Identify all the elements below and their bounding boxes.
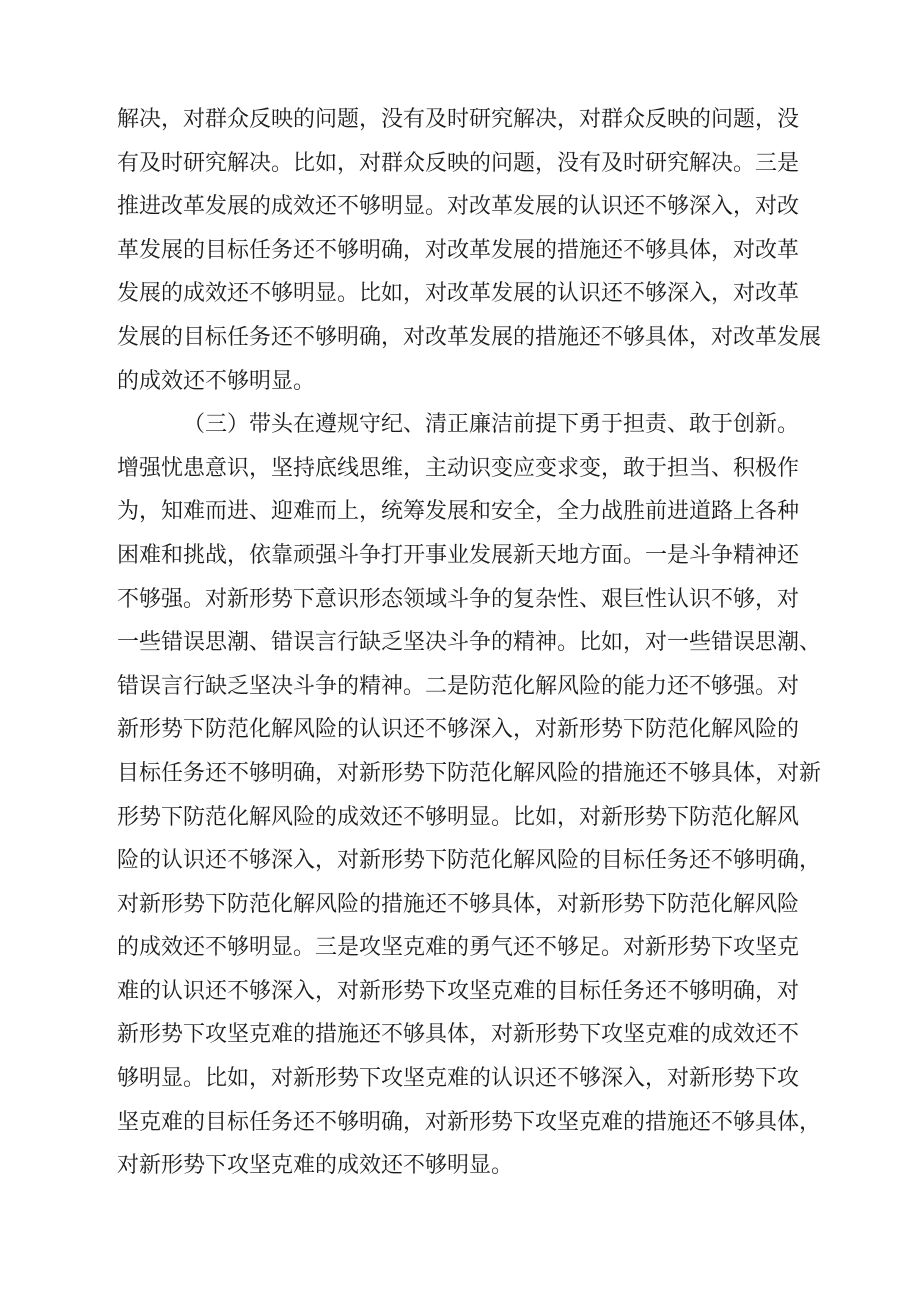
- text-line: 增强忧患意识，坚持底线思维，主动识变应变求变，敢于担当、积极作: [117, 455, 800, 481]
- body-text: [117, 98, 847, 1188]
- text-line: 发展的成效还不够明显。比如，对改革发展的认识还不够深入，对改革: [117, 281, 800, 307]
- text-line: 的成效还不够明显。: [117, 368, 316, 394]
- text-line: 的成效还不够明显。三是攻坚克难的勇气还不够足。对新形势下攻坚克: [117, 935, 800, 961]
- text-line: 新形势下防范化解风险的认识还不够深入，对新形势下防范化解风险的: [117, 717, 800, 743]
- text-line: 形势下防范化解风险的成效还不够明显。比如，对新形势下防范化解风: [117, 804, 800, 830]
- text-line: 目标任务还不够明确，对新形势下防范化解风险的措施还不够具体，对新: [117, 760, 822, 786]
- text-line: 新形势下攻坚克难的措施还不够具体，对新形势下攻坚克难的成效还不: [117, 1022, 800, 1048]
- text-line: 一些错误思潮、错误言行缺乏坚决斗争的精神。比如，对一些错误思潮、: [117, 630, 822, 656]
- text-line: 为，知难而进、迎难而上，统筹发展和安全，全力战胜前进道路上各种: [117, 499, 800, 525]
- text-line: 有及时研究解决。比如，对群众反映的问题，没有及时研究解决。三是: [117, 150, 800, 176]
- text-line: 错误言行缺乏坚决斗争的精神。二是防范化解风险的能力还不够强。对: [117, 673, 800, 699]
- section-heading: （三）带头在遵规守纪、清正廉洁前提下勇于担责、敢于创新。: [183, 412, 800, 438]
- text-line: 难的认识还不够深入，对新形势下攻坚克难的目标任务还不够明确，对: [117, 978, 800, 1004]
- text-line: 不够强。对新形势下意识形态领域斗争的复杂性、艰巨性认识不够，对: [117, 586, 800, 612]
- text-line: 推进改革发展的成效还不够明显。对改革发展的认识还不够深入，对改: [117, 194, 800, 220]
- text-line: 对新形势下攻坚克难的成效还不够明显。: [117, 1153, 514, 1179]
- text-line: 革发展的目标任务还不够明确，对改革发展的措施还不够具体，对改革: [117, 237, 800, 263]
- text-line: 够明显。比如，对新形势下攻坚克难的认识还不够深入，对新形势下攻: [117, 1066, 800, 1092]
- text-line: 发展的目标任务还不够明确，对改革发展的措施还不够具体，对改革发展: [117, 324, 822, 350]
- text-line: 困难和挑战，依靠顽强斗争打开事业发展新天地方面。一是斗争精神还: [117, 542, 800, 568]
- text-line: 解决，对群众反映的问题，没有及时研究解决，对群众反映的问题，没: [117, 107, 800, 132]
- text-line: 坚克难的目标任务还不够明确，对新形势下攻坚克难的措施还不够具体，: [117, 1109, 822, 1135]
- text-line: 对新形势下防范化解风险的措施还不够具体，对新形势下防范化解风险: [117, 891, 800, 917]
- text-line: 险的认识还不够深入，对新形势下防范化解风险的目标任务还不够明确，: [117, 848, 822, 874]
